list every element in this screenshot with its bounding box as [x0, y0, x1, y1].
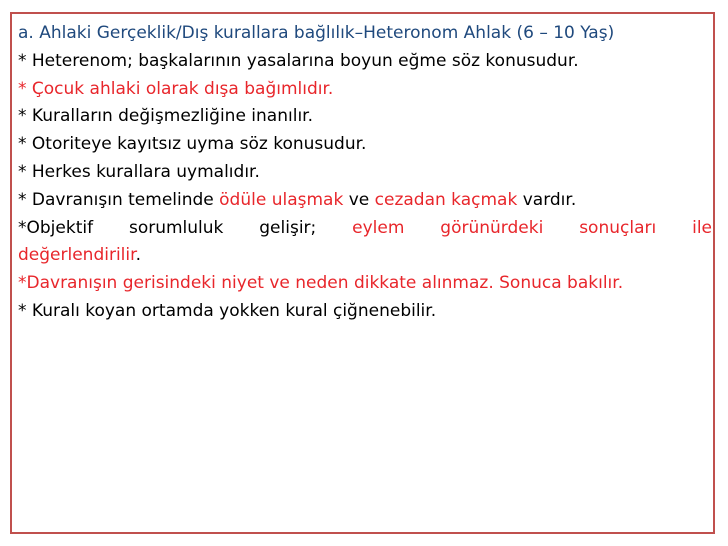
- bullet-dependency: * Çocuk ahlaki olarak dışa bağımlıdır.: [18, 78, 334, 99]
- highlight-punishment: cezadan kaçmak: [374, 189, 518, 210]
- bullet-obedience: * Otoriteye kayıtsız uyma söz konusudur.: [18, 134, 367, 155]
- bullet-unchanging-rules: * Kuralların değişmezliğine inanılır.: [18, 106, 313, 127]
- highlight-evaluated: değerlendirilir: [18, 245, 136, 266]
- bullet-heteronom: * Heterenom; başkalarının yasalarına boyun eğme söz konusudur.: [18, 50, 579, 71]
- bullet-objective-responsibility: [18, 215, 712, 243]
- bullet-rule-breaking: * Kuralı koyan ortamda yokken kural çiğnenebilir.: [18, 300, 437, 321]
- bullet-objective-responsibility-cont: [18, 242, 712, 270]
- slide-content: [18, 20, 712, 326]
- text-segment: *Objektif sorumluluk gelişir;: [18, 217, 353, 238]
- highlight-reward: ödüle ulaşmak: [219, 189, 344, 210]
- bullet-intention-ignored: *Davranışın gerisindeki niyet ve neden dikkate alınmaz. Sonuca bakılır.: [18, 273, 624, 294]
- text-segment: * Davranışın temelinde: [18, 189, 220, 210]
- bullet-everyone-rules: * Herkes kurallara uymalıdır.: [18, 161, 260, 182]
- text-segment: .: [135, 245, 141, 266]
- highlight-consequences: eylem görünürdeki sonuçları ile: [352, 217, 712, 238]
- text-segment: ve: [343, 189, 375, 210]
- text-segment: vardır.: [517, 189, 577, 210]
- bullet-reward-punishment: [18, 187, 712, 215]
- slide-heading: a. Ahlaki Gerçeklik/Dış kurallara bağlılık–Heteronom Ahlak (6 – 10 Yaş): [18, 23, 615, 43]
